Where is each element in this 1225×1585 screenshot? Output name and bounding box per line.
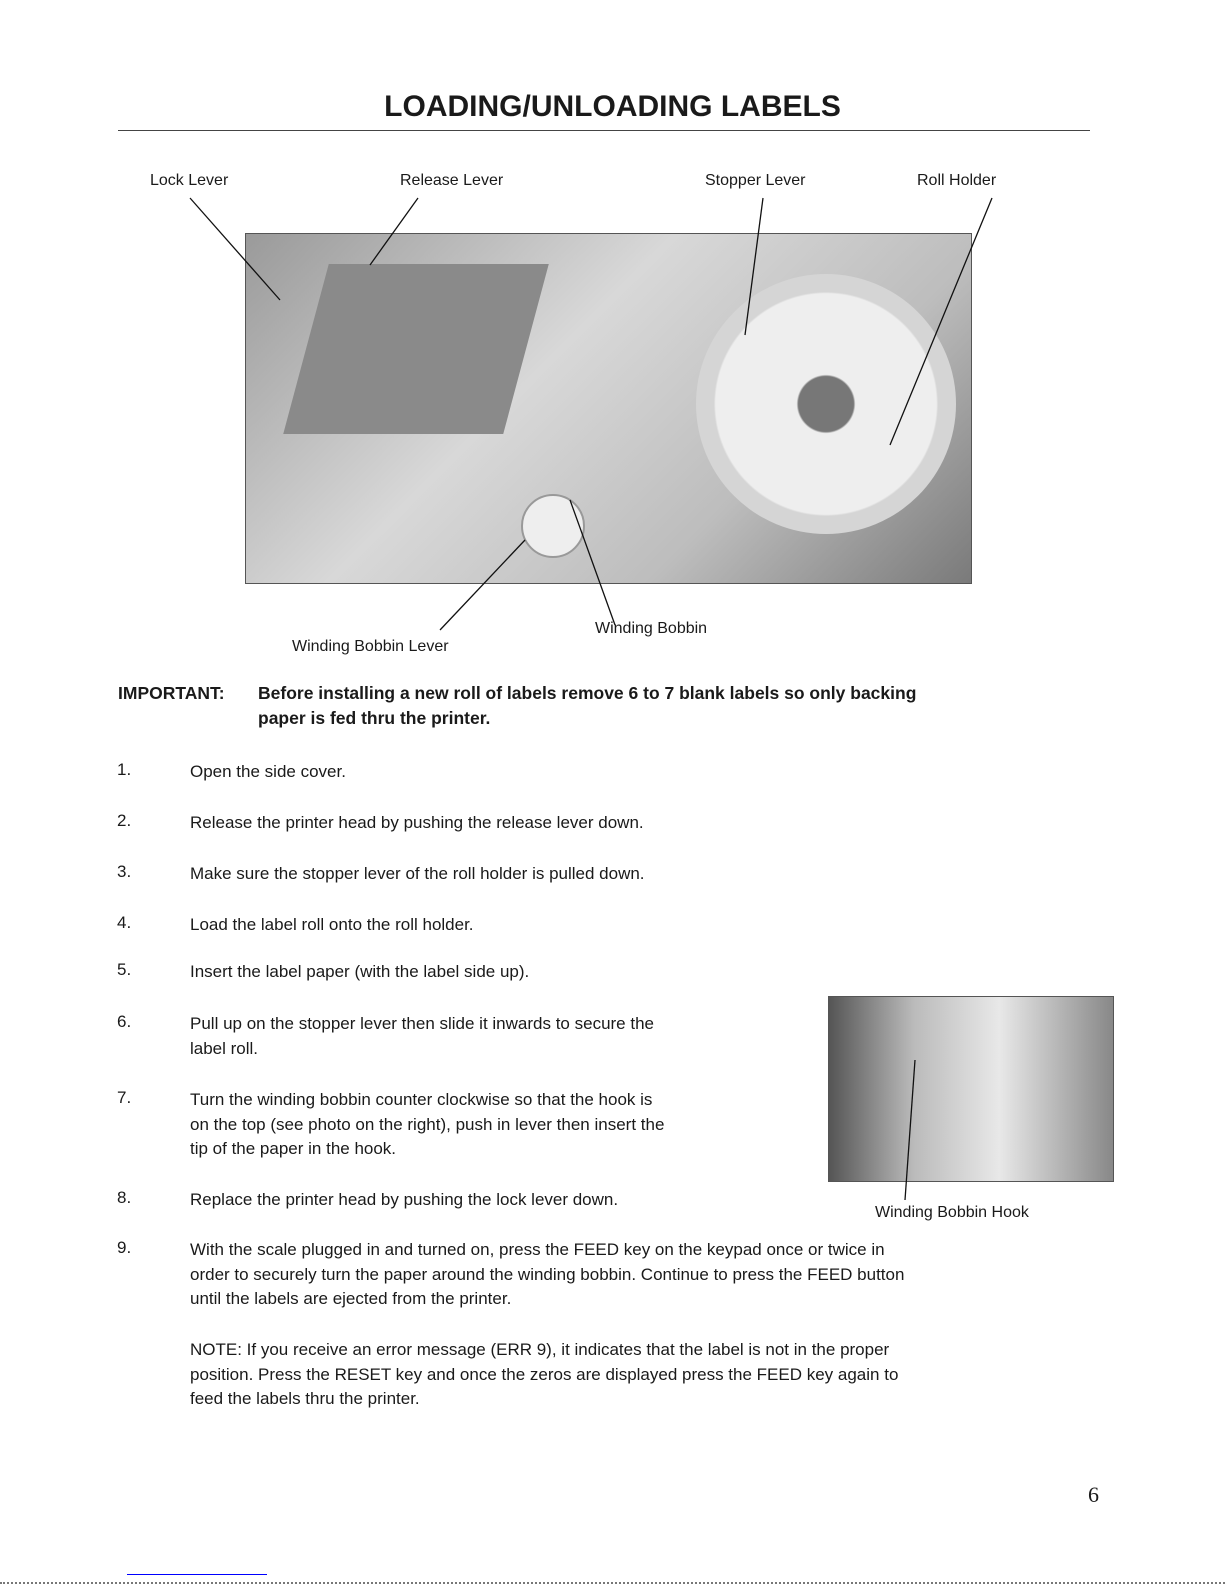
step-number: 5. <box>117 960 132 979</box>
step-line: Make sure the stopper lever of the roll holder is pulled down. <box>190 864 645 883</box>
important-line-2: paper is fed thru the printer. <box>258 708 491 728</box>
step-line: Replace the printer head by pushing the lock lever down. <box>190 1190 619 1209</box>
callout-winding-bobbin: Winding Bobbin <box>595 620 708 637</box>
callout-winding-bobbin-hook: Winding Bobbin Hook <box>875 1204 1029 1221</box>
step-text <box>190 913 474 938</box>
step-text <box>190 1012 654 1061</box>
step-text <box>190 760 346 785</box>
hook-callout-line <box>890 1050 930 1210</box>
callout-lock-lever: Lock Lever <box>150 172 229 189</box>
step-line: Load the label roll onto the roll holder. <box>190 915 474 934</box>
callout-lines <box>0 0 1225 700</box>
bobbin-hook-photo <box>828 996 1114 1182</box>
step-number: 9. <box>117 1238 132 1257</box>
important-label: IMPORTANT: <box>118 683 225 703</box>
step-line: With the scale plugged in and turned on, press the FEED key on the keypad once or twice in <box>190 1240 885 1259</box>
step-line: Open the side cover. <box>190 762 346 781</box>
note-line: feed the labels thru the printer. <box>190 1389 420 1408</box>
callout-release-lever: Release Lever <box>400 172 504 189</box>
step-text <box>190 862 645 887</box>
step-line: label roll. <box>190 1038 259 1058</box>
step-number: 2. <box>117 811 132 830</box>
step-text <box>190 960 529 985</box>
page-number: 6 <box>1088 1482 1099 1507</box>
step-number: 8. <box>117 1188 132 1207</box>
callout-winding-bobbin-lever: Winding Bobbin Lever <box>292 638 449 655</box>
step-line: until the labels are ejected from the printer. <box>190 1289 512 1308</box>
step-line: Release the printer head by pushing the release lever down. <box>190 813 644 832</box>
step-line: Turn the winding bobbin counter clockwise so that the hook is <box>190 1090 653 1109</box>
step-line: tip of the paper in the hook. <box>190 1139 397 1158</box>
step-line: Insert the label paper (with the label side up). <box>190 962 530 981</box>
step-number: 1. <box>117 760 132 779</box>
note-line: NOTE: If you receive an error message (ERR 9), it indicates that the label is not in the proper <box>190 1340 890 1359</box>
step-text <box>190 1188 618 1213</box>
step-number: 3. <box>117 862 132 881</box>
step-text <box>190 1238 904 1312</box>
callout-stopper-lever: Stopper Lever <box>705 172 806 189</box>
step-text <box>190 1088 664 1162</box>
step-text <box>190 811 644 836</box>
important-line-1: Before installing a new roll of labels remove 6 to 7 blank labels so only backing <box>258 683 917 703</box>
step-line: on the top (see photo on the right), push in lever then insert the <box>190 1114 665 1134</box>
step-number: 6. <box>117 1012 132 1031</box>
step-number: 4. <box>117 913 132 932</box>
note-line: position. Press the RESET key and once the zeros are displayed press the FEED key again to <box>190 1364 899 1384</box>
step-number: 7. <box>117 1088 132 1107</box>
step-line: Pull up on the stopper lever then slide it inwards to secure the <box>190 1014 654 1033</box>
link-underline <box>127 1574 267 1575</box>
page-bottom-border <box>0 1582 1225 1584</box>
page-title: LOADING/UNLOADING LABELS <box>384 90 841 123</box>
step-line: order to securely turn the paper around the winding bobbin. Continue to press the FEED button <box>190 1264 905 1284</box>
note <box>190 1338 898 1412</box>
callout-roll-holder: Roll Holder <box>917 172 997 189</box>
